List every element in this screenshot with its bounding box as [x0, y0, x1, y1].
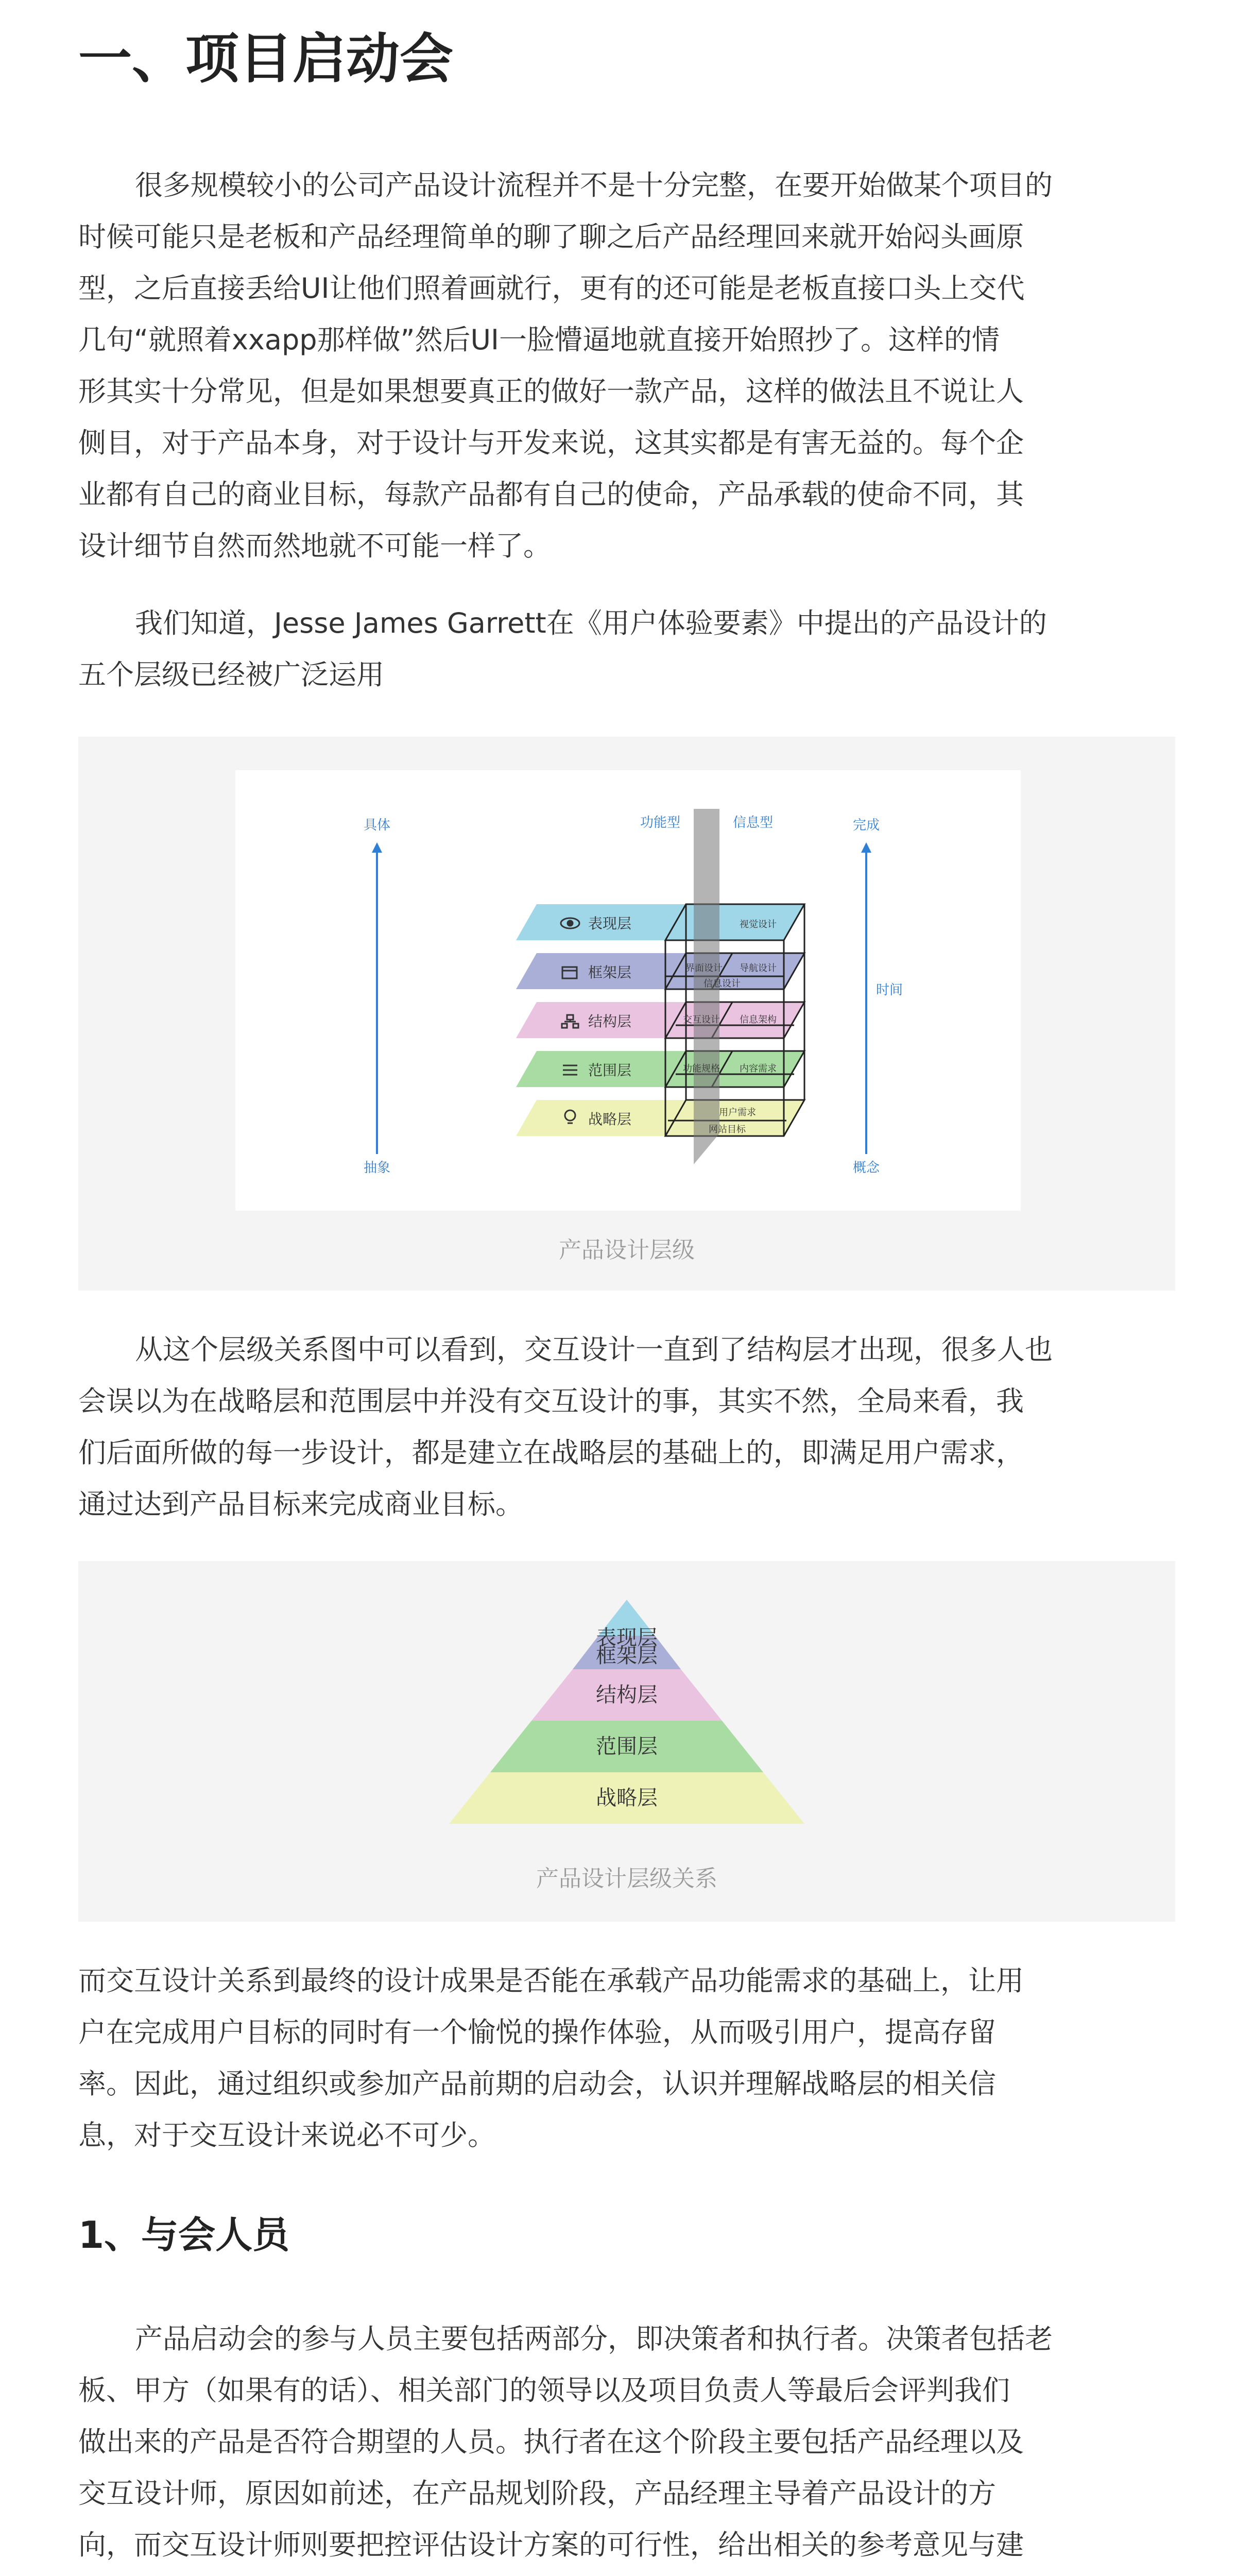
- text-line: 会误以为在战略层和范围层中并没有交互设计的事，其实不然，全局来看，我: [78, 1385, 1024, 1417]
- layer-label: 战略层: [588, 1111, 632, 1128]
- pyramid-label: 框架层: [596, 1644, 658, 1668]
- pyramid-label: 范围层: [596, 1735, 658, 1758]
- text-line: 设计细节自然而然地就不可能一样了。: [78, 530, 551, 562]
- text-line: [78, 2571, 1175, 2576]
- layer-label: 结构层: [588, 1013, 632, 1030]
- text-line: 做出来的产品是否符合期望的人员。执行者在这个阶段主要包括产品经理以及: [78, 2426, 1024, 2458]
- section-heading: 一、项目启动会: [78, 27, 454, 90]
- inner-label: 视觉设计: [740, 919, 777, 930]
- inner-label: 信息架构: [740, 1014, 777, 1025]
- inner-label: 信息设计: [703, 978, 741, 989]
- layer-label: 表现层: [588, 915, 632, 932]
- text-line: 户在完成用户目标的同时有一个愉悦的操作体验，从而吸引用户，提高存留: [78, 2016, 996, 2048]
- inner-label: 用户需求: [719, 1107, 756, 1118]
- inner-label: 交互设计: [683, 1014, 720, 1025]
- text-line: 通过达到产品目标来完成商业目标。: [78, 1488, 523, 1520]
- left-bottom-label: 抽象: [363, 1160, 391, 1176]
- inner-label: 内容需求: [740, 1063, 777, 1074]
- right-bottom-label: 概念: [852, 1160, 880, 1176]
- pyramid-label: 结构层: [596, 1683, 658, 1707]
- layers-diagram: [78, 737, 1175, 1291]
- text-line: 我们知道，Jesse James Garrett在《用户体验要素》中提出的产品设计的: [135, 607, 1047, 639]
- layer-label: 框架层: [588, 964, 632, 981]
- conclusion-paragraph: [78, 1955, 1175, 2161]
- right-top-label: 完成: [852, 818, 880, 833]
- text-line: 很多规模较小的公司产品设计流程并不是十分完整，在要开始做某个项目的: [135, 169, 1053, 201]
- text-line: 几句“就照着xxapp那样做”然后UI一脸懵逼地就直接开始照抄了。这样的情: [78, 324, 1000, 356]
- figure-pyramid: [78, 1561, 1175, 1922]
- pyramid-label: 战略层: [596, 1786, 658, 1810]
- text-line: 形其实十分常见，但是如果想要真正的做好一款产品，这样的做法且不说让人: [78, 375, 1024, 408]
- text-line: 交互设计师，原因如前述，在产品规划阶段，产品经理主导着产品设计的方: [78, 2477, 996, 2510]
- garrett-paragraph: [78, 598, 1175, 701]
- subsection-heading: 1、与会人员: [78, 2213, 290, 2257]
- text-line: 业都有自己的商业目标，每款产品都有自己的使命，产品承载的使命不同，其: [78, 478, 1024, 511]
- layer-label: 范围层: [588, 1062, 632, 1079]
- pyramid-label: 表现层: [596, 1626, 658, 1650]
- text-line: 五个层级已经被广泛运用: [78, 658, 384, 691]
- participants-paragraph: [78, 2313, 1175, 2576]
- text-line: 型，之后直接丢给UI让他们照着画就行，更有的还可能是老板直接口头上交代: [78, 272, 1025, 304]
- inner-label: 导航设计: [740, 963, 777, 974]
- left-top-label: 具体: [363, 818, 391, 833]
- text-line: 从这个层级关系图中可以看到，交互设计一直到了结构层才出现，很多人也: [135, 1333, 1053, 1366]
- right-mid-label: 时间: [876, 982, 903, 998]
- inner-label: 网站目标: [709, 1124, 746, 1135]
- analysis-paragraph: [78, 1324, 1175, 1530]
- inner-label: 功能规格: [683, 1063, 720, 1074]
- text-line: 时候可能只是老板和产品经理简单的聊了聊之后产品经理回来就开始闷头画原: [78, 221, 1024, 253]
- col-informational-label: 信息型: [732, 815, 774, 831]
- text-line: 息，对于交互设计来说必不可少。: [78, 2119, 495, 2151]
- inner-label: 界面设计: [685, 963, 723, 974]
- figure-caption: 产品设计层级关系: [536, 1866, 717, 1892]
- text-line: 板、甲方（如果有的话）、相关部门的领导以及项目负责人等最后会评判我们: [78, 2374, 1010, 2406]
- figure-design-layers: [78, 737, 1175, 1291]
- text-line: 率。因此，通过组织或参加产品前期的启动会，认识并理解战略层的相关信: [78, 2067, 996, 2100]
- text-line: 们后面所做的每一步设计，都是建立在战略层的基础上的，即满足用户需求，: [78, 1436, 1024, 1469]
- col-functional-label: 功能型: [640, 815, 681, 831]
- layer-strategy: [516, 1100, 804, 1136]
- text-line: 侧目，对于产品本身，对于设计与开发来说，这其实都是有害无益的。每个企: [78, 427, 1024, 459]
- intro-paragraph: [78, 160, 1175, 572]
- text-line: 而交互设计关系到最终的设计成果是否能在承载产品功能需求的基础上，让用: [78, 1964, 1024, 1997]
- text-line: 产品启动会的参与人员主要包括两部分，即决策者和执行者。决策者包括老: [135, 2323, 1053, 2355]
- text-line: 向，而交互设计师则要把控评估设计方案的可行性，给出相关的参考意见与建: [78, 2529, 1024, 2561]
- figure-caption: 产品设计层级: [559, 1237, 695, 1263]
